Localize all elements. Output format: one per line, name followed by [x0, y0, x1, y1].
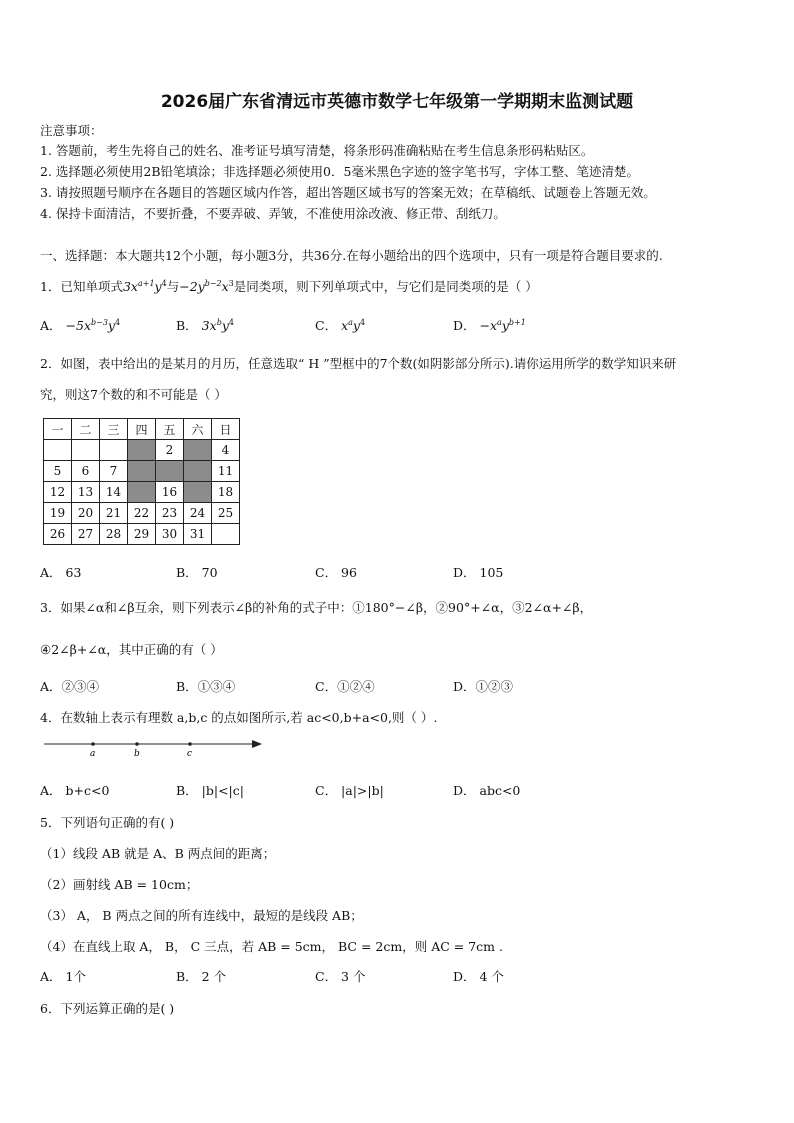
calendar-row: [44, 461, 240, 482]
q4-option-a: A． b+c<0: [40, 783, 110, 798]
number-line: [40, 734, 270, 760]
calendar-cell: 27: [72, 524, 100, 545]
calendar-cell: [44, 440, 72, 461]
calendar-cell: 4: [212, 440, 240, 461]
calendar-header-cell: 四: [128, 419, 156, 440]
calendar-header-cell: 三: [100, 419, 128, 440]
question-6-stem: 6．下列运算正确的是( ): [40, 1001, 175, 1016]
notice-heading: 注意事项：: [40, 123, 103, 138]
question-3-line-1: 3．如果∠α和∠β互余，则下列表示∠β的补角的式子中：①180°−∠β，②90°+∠α，③2∠α+∠β，: [40, 600, 593, 615]
calendar-cell-shaded: [128, 461, 156, 482]
calendar-cell: 19: [44, 503, 72, 524]
label-b: b: [134, 749, 140, 759]
calendar-cell: 7: [100, 461, 128, 482]
q4-option-b: B． |b|<|c|: [176, 783, 244, 798]
question-4-stem: 4．在数轴上表示有理数 a,b,c 的点如图所示,若 ac<0,b+a<0,则（ ）.: [40, 710, 438, 725]
q2-option-d: D． 105: [453, 565, 504, 580]
label-a: a: [90, 749, 96, 759]
calendar-row: [44, 503, 240, 524]
q5-statement-4: （4）在直线上取 A， B， C 三点，若 AB = 5cm， BC = 2cm，则 AC = 7cm .: [40, 939, 503, 954]
calendar-header-cell: 五: [156, 419, 184, 440]
calendar-cell: 18: [212, 482, 240, 503]
calendar-header-cell: 日: [212, 419, 240, 440]
calendar-row: [44, 524, 240, 545]
q5-option-d: D． 4 个: [453, 969, 504, 984]
q2-option-c: C． 96: [315, 565, 357, 580]
calendar-cell: [212, 524, 240, 545]
calendar-cell: 24: [184, 503, 212, 524]
calendar-row: [44, 440, 240, 461]
q3-option-d: D．①②③: [453, 679, 514, 694]
q1-option-b: B． $3x^by^4$: [176, 317, 234, 333]
q5-statement-2: （2）画射线 AB = 10cm；: [40, 877, 199, 892]
calendar-cell-shaded: [156, 461, 184, 482]
calendar-cell: 29: [128, 524, 156, 545]
q5-statement-3: （3） A， B 两点之间的所有连线中，最短的是线段 AB；: [40, 908, 363, 923]
calendar-cell: [72, 440, 100, 461]
page-title: 2026届广东省清远市英德市数学七年级第一学期期末监测试题: [160, 92, 634, 112]
q5-option-b: B． 2 个: [176, 969, 227, 984]
calendar-cell: 21: [100, 503, 128, 524]
q2-option-b: B． 70: [176, 565, 218, 580]
calendar-cell: 11: [212, 461, 240, 482]
calendar-cell: 26: [44, 524, 72, 545]
question-5-stem: 5．下列语句正确的有( ): [40, 815, 175, 830]
q5-statement-1: （1）线段 AB 就是 A、B 两点间的距离；: [40, 846, 276, 861]
q4-option-c: C． |a|>|b|: [315, 783, 384, 798]
calendar-header-cell: 六: [184, 419, 212, 440]
calendar-header-cell: 一: [44, 419, 72, 440]
calendar-header-cell: 二: [72, 419, 100, 440]
notice-item-4: 4. 保持卡面清洁，不要折叠，不要弄破、弄皱，不准使用涂改液、修正带、刮纸刀。: [40, 206, 506, 221]
calendar-cell: 31: [184, 524, 212, 545]
q4-option-d: D． abc<0: [453, 783, 521, 798]
calendar-cell: 30: [156, 524, 184, 545]
calendar-cell: 5: [44, 461, 72, 482]
calendar-cell: 20: [72, 503, 100, 524]
calendar-cell: 23: [156, 503, 184, 524]
calendar-cell-shaded: [128, 482, 156, 503]
q3-option-c: C．①②④: [315, 679, 375, 694]
calendar-cell: 6: [72, 461, 100, 482]
calendar-cell-shaded: [184, 461, 212, 482]
calendar-cell-shaded: [184, 482, 212, 503]
question-1-stem: 1．已知单项式$3x^{a+1}y^4$与$-2y^{b-2}x^3$是同类项，则下列单项式中，与它们是同类项的是（ ）: [40, 278, 538, 294]
point-c: [188, 742, 192, 746]
q3-option-a: A．②③④: [40, 679, 100, 694]
calendar-cell: 28: [100, 524, 128, 545]
notice-item-1: 1. 答题前，考生先将自己的姓名、准考证号填写清楚，将条形码准确粘贴在考生信息条形码粘贴区。: [40, 143, 594, 158]
calendar-cell: 12: [44, 482, 72, 503]
q3-option-b: B．①③④: [176, 679, 236, 694]
q1-option-a: A． $-5x^{b-3}y^4$: [40, 317, 121, 333]
notice-item-2: 2. 选择题必须使用2B铅笔填涂；非选择题必须使用0．5毫米黑色字迹的签字笔书写，字体工整、笔迹清楚。: [40, 164, 639, 179]
calendar-header-row: [44, 419, 240, 440]
calendar-cell: 13: [72, 482, 100, 503]
calendar-cell: 22: [128, 503, 156, 524]
question-3-line-2: ④2∠β+∠α，其中正确的有（ ）: [40, 642, 223, 657]
arrow-right-icon: [252, 740, 262, 748]
calendar-cell: 2: [156, 440, 184, 461]
calendar-cell-shaded: [128, 440, 156, 461]
q1-option-c: C． $x^ay^4$: [315, 317, 366, 333]
question-2-line-2: 究，则这7个数的和不可能是（ ）: [40, 387, 227, 402]
calendar-cell-shaded: [184, 440, 212, 461]
calendar-table: [43, 418, 240, 545]
q5-option-c: C． 3 个: [315, 969, 366, 984]
calendar-row: [44, 482, 240, 503]
q1-option-d: D． $-x^ay^{b+1}$: [453, 317, 526, 333]
calendar-cell: 14: [100, 482, 128, 503]
label-c: c: [187, 749, 193, 759]
notice-item-3: 3. 请按照题号顺序在各题目的答题区域内作答，超出答题区域书写的答案无效；在草稿纸、试题卷上答题无效。: [40, 185, 656, 200]
calendar-cell: [100, 440, 128, 461]
q2-option-a: A． 63: [40, 565, 82, 580]
point-b: [135, 742, 139, 746]
calendar-cell: 25: [212, 503, 240, 524]
q5-option-a: A． 1个: [40, 969, 86, 984]
question-2-line-1: 2．如图，表中给出的是某月的月历，任意选取“ H ”型框中的7个数(如阴影部分所示).请你运用所学的数学知识来研: [40, 356, 677, 371]
point-a: [91, 742, 95, 746]
section-heading: 一、选择题：本大题共12个小题，每小题3分，共36分.在每小题给出的四个选项中，只有一项是符合题目要求的.: [40, 248, 663, 263]
calendar-cell: 16: [156, 482, 184, 503]
